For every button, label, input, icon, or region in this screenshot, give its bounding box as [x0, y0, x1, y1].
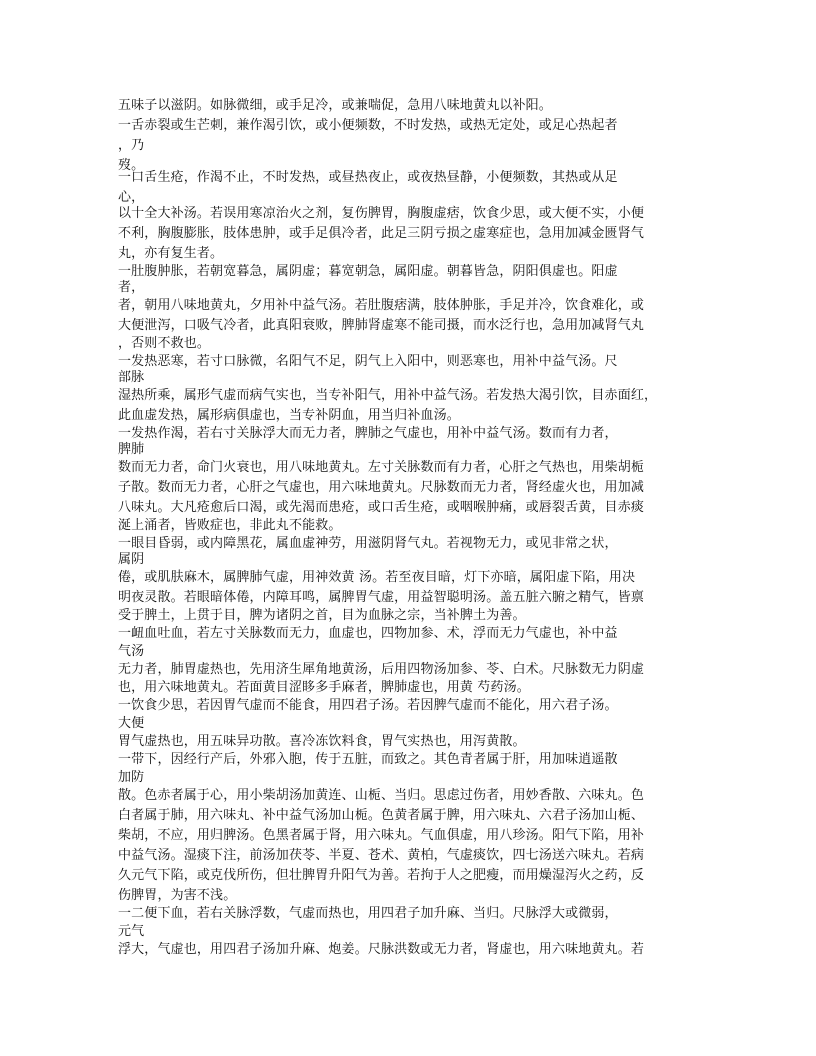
text-line: 元气	[118, 924, 145, 939]
text-line: 一带下，因经行产后，外邪入胞，传于五脏，而致之。其色青者属于肝，用加味逍遥散	[118, 752, 618, 767]
text-line: 一眼目昏弱，或内障黑花，属血虚神劳，用滋阴肾气丸。若视物无力，或见非常之状，	[118, 536, 618, 551]
text-line: 伤脾胃，为害不浅。	[118, 888, 237, 903]
text-line: 子散。数而无力者，心肝之气虚也，用六味地黄丸。尺脉数而无力者，肾经虚火也，用加减	[118, 480, 645, 495]
text-line: 明夜灵散。若眼暗体倦，内障耳鸣，属脾胃气虚，用益智聪明汤。盖五脏六腑之精气，皆禀	[118, 590, 645, 605]
text-line: 属阴	[118, 552, 145, 567]
text-line: 湿热所乘，属形气虚而病气实也，当专补阳气，用补中益气汤。若发热大渴引饮，目赤面红，	[118, 388, 658, 403]
text-line: 散。色赤者属于心，用小柴胡汤加黄连、山栀、当归。思虑过伤者，用妙香散、六味丸。色	[118, 788, 645, 803]
text-line: 受于脾土，上贯于目，脾为诸阴之首，目为血脉之宗，当补脾土为善。	[118, 608, 526, 623]
text-line: 无力者，肺胃虚热也，先用济生犀角地黄汤，后用四物汤加参、苓、白术。尺脉数无力阴虚	[118, 662, 645, 677]
text-line: 部脉	[118, 370, 145, 385]
text-line: 大便泄泻，口吸气冷者，此真阳衰败，脾肺肾虚寒不能司摄，而水泛行也，急用加减肾气丸	[118, 318, 645, 333]
text-line: 一肚腹肿胀，若朝宽暮急，属阴虚；暮宽朝急，属阳虚。朝暮皆急，阴阳俱虚也。阳虚	[118, 264, 618, 279]
text-line: 数而无力者，命门火衰也，用八味地黄丸。左寸关脉数而有力者，心肝之气热也，用柴胡栀	[118, 460, 645, 475]
text-line: ，乃	[118, 138, 145, 153]
text-line: 一舌赤裂或生芒刺，兼作渴引饮，或小便频数，不时发热，或热无定处，或足心热起者	[118, 118, 618, 133]
text-line: 久元气下陷，或克伐所伤，但壮脾胃升阳气为善。若拘于人之肥瘦，而用燥湿泻火之药，反	[118, 868, 645, 883]
text-line: 一口舌生疮，作渴不止，不时发热，或昼热夜止，或夜热昼静，小便频数，其热或从足	[118, 170, 618, 185]
text-line: 胃气虚热也，用五味异功散。喜冷冻饮料食，胃气实热也，用泻黄散。	[118, 734, 526, 749]
text-line: 浮大，气虚也，用四君子汤加升麻、炮姜。尺脉洪数或无力者，肾虚也，用六味地黄丸。若	[118, 942, 645, 957]
text-line: 倦，或肌肤麻木，属脾肺气虚，用神效黄 汤。若至夜目暗，灯下亦暗，属阳虚下陷，用决	[118, 570, 636, 585]
text-line: 此血虚发热，属形病俱虚也，当专补阴血，用当归补血汤。	[118, 408, 460, 423]
text-line: 八味丸。大凡疮愈后口渴，或先渴而患疮，或口舌生疮，或咽喉肿痛，或唇裂舌黄，目赤痰	[118, 500, 645, 515]
text-line: 也，用六味地黄丸。若面黄目涩眵多手麻者，脾肺虚也，用黄 芍药汤。	[118, 680, 530, 695]
text-line: 以十全大补汤。若误用寒凉治火之剂，复伤脾胃，胸腹虚痞，饮食少思，或大便不实，小便	[118, 206, 645, 221]
text-line: 脾肺	[118, 442, 145, 457]
text-line: ，否则不救也。	[118, 336, 211, 351]
text-line: 一发热作渴，若右寸关脉浮大而无力者，脾肺之气虚也，用补中益气汤。数而有力者，	[118, 426, 618, 441]
text-line: 一二便下血，若右关脉浮数，气虚而热也，用四君子加升麻、当归。尺脉浮大或微弱，	[118, 906, 618, 921]
text-line: 歿。	[118, 158, 145, 173]
text-line: 不利，胸腹膨胀，肢体患肿，或手足俱冷者，此足三阴亏损之虚寒症也，急用加减金匮肾气	[118, 226, 645, 241]
text-line: 一饮食少思，若因胃气虚而不能食，用四君子汤。若因脾气虚而不能化，用六君子汤。	[118, 698, 618, 713]
text-line: 丸，亦有复生者。	[118, 246, 224, 261]
text-line: 者，朝用八味地黄丸，夕用补中益气汤。若肚腹痞满，肢体肿胀，手足并冷，饮食难化，或	[118, 298, 645, 313]
text-line: 白者属于肺，用六味丸、补中益气汤加山栀。色黄者属于脾，用六味丸、六君子汤加山栀、	[118, 808, 645, 823]
text-line: 涎上涌者，皆败症也，非此丸不能救。	[118, 518, 342, 533]
text-line: 加防	[118, 770, 145, 785]
text-line: 中益气汤。湿痰下注，前汤加茯苓、半夏、苍术、黄柏，气虚痰饮，四七汤送六味丸。若病	[118, 848, 645, 863]
text-line: 气汤	[118, 644, 145, 659]
text-line: 一发热恶寒，若寸口脉微，名阳气不足，阴气上入阳中，则恶寒也，用补中益气汤。尺	[118, 354, 618, 369]
text-line: 一衄血吐血，若左寸关脉数而无力，血虚也，四物加参、术，浮而无力气虚也，补中益	[118, 626, 618, 641]
text-line: 柴胡，不应，用归脾汤。色黑者属于肾，用六味丸。气血俱虚，用八珍汤。阳气下陷，用补	[118, 828, 645, 843]
text-line: 五味子以滋阴。如脉微细，或手足冷，或兼喘促，急用八味地黄丸以补阳。	[118, 98, 552, 113]
text-line: 者，	[118, 280, 145, 295]
text-line: 心，	[118, 190, 145, 205]
text-line: 大便	[118, 716, 145, 731]
